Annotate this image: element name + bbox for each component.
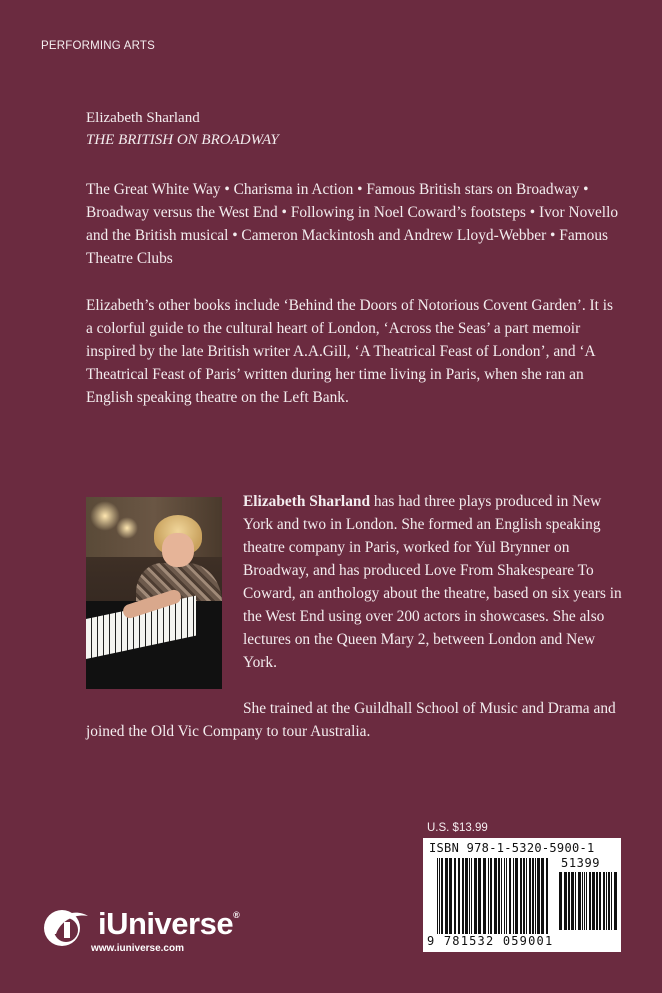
category-label: PERFORMING ARTS	[41, 40, 155, 52]
bio-name: Elizabeth Sharland	[243, 493, 371, 510]
contents-paragraph: The Great White Way • Charisma in Action • Famous British stars on Broadway • Broadway versus the West End • Following in Noel Coward’s footsteps • Ivor Novello and the British musical • Cameron Mackintosh and Andrew Lloyd-Webber • Famous Theatre Clubs	[86, 181, 619, 267]
barcode-box	[423, 838, 621, 952]
ean-number: 9 781532 059001	[427, 934, 554, 948]
publisher-url: www.iuniverse.com	[91, 943, 184, 954]
other-books-paragraph: Elizabeth’s other books include ‘Behind the Doors of Notorious Covent Garden’. It is a colorful guide to the cultural heart of London, ‘Across the Seas’ a part memoir inspired by the late British writer A.A.Gill, ‘A Theatrical Feast of London’, and ‘A Theatrical Feast of Paris’ written during her time living in Paris, when she ran an English speaking theatre on the Left Bank.	[86, 297, 614, 406]
author-name: Elizabeth Sharland	[86, 110, 200, 126]
book-title: THE BRITISH ON BROADWAY	[86, 132, 279, 148]
publisher-name: iUniverse®	[98, 906, 240, 941]
author-photo	[86, 497, 222, 689]
price-label: U.S. $13.99	[427, 822, 488, 834]
publisher-logo	[40, 904, 280, 964]
isbn-text: ISBN 978-1-5320-5900-1	[429, 841, 595, 855]
bio-text: has had three plays produced in New York and two in London. She formed an English speaking theatre company in Paris, worked for Yul Brynner on Broadway, and has produced Love From Shakespeare To Coward, an anthology about the theatre, based on six years in the West End using over 200 actors in showcases. She also lectures on the Queen Mary 2, between London and New York.	[243, 493, 622, 671]
addon-number: 51399	[561, 856, 601, 870]
training-paragraph: She trained at the Guildhall School of Music and Drama and joined the Old Vic Company to tour Australia.	[86, 700, 616, 740]
author-bio	[243, 490, 623, 674]
